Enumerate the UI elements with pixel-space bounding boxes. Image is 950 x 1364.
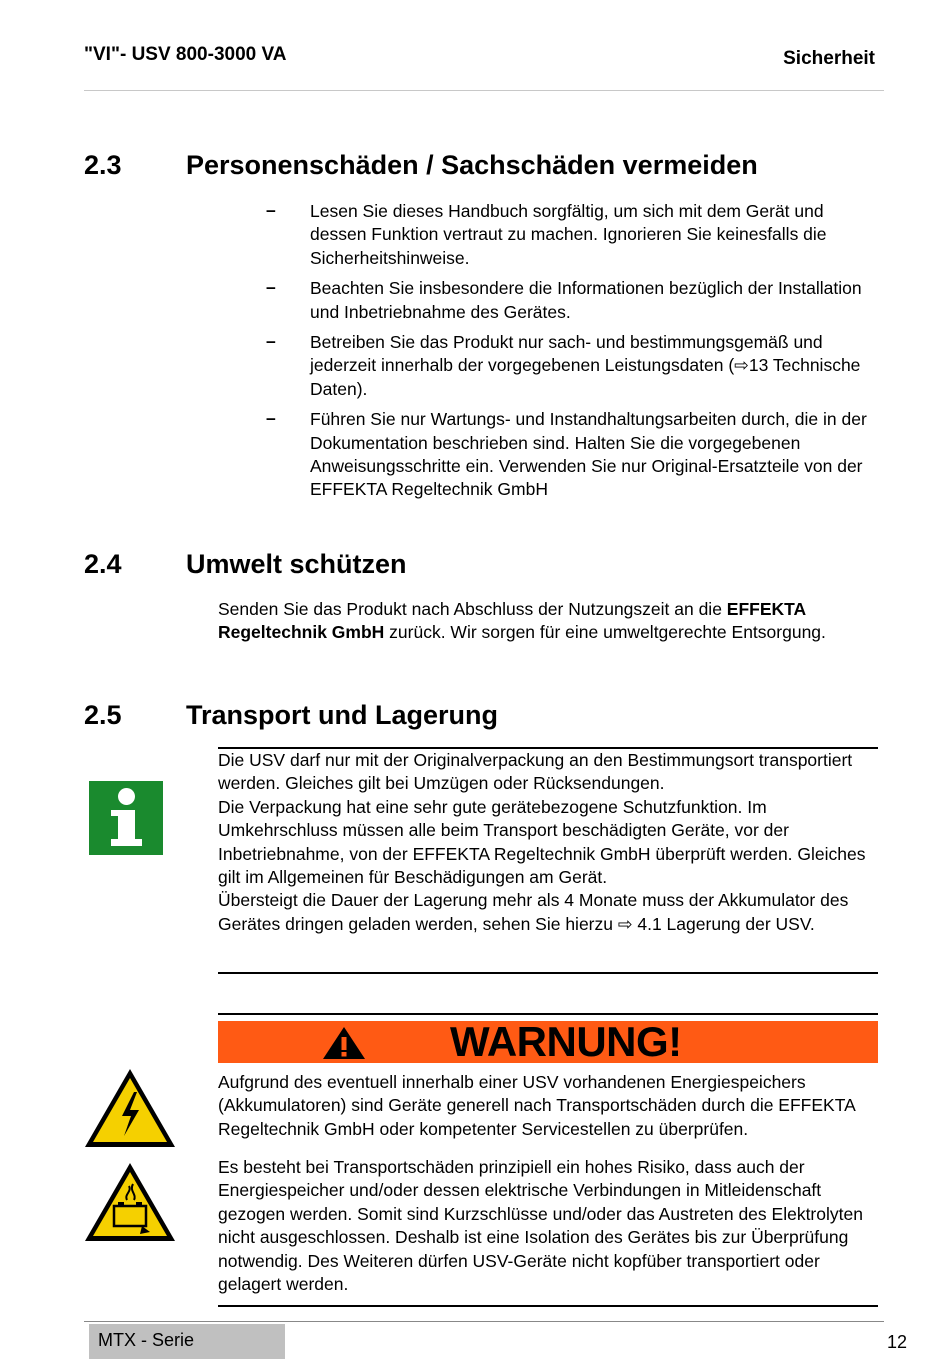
transport-info-text xyxy=(218,749,882,936)
list-item xyxy=(266,408,882,502)
info-icon xyxy=(89,781,163,855)
warning-box-bottom-rule xyxy=(218,1305,878,1307)
warning-paragraph-1: Aufgrund des eventuell innerhalb einer USV vorhandenen Energiespeichers (Akkumulatoren) sind Geräte generell nach Transportschäden durch die EFFEKTA Regeltechnik GmbH oder kompetenter Servicestellen zu überprüfen. xyxy=(218,1072,855,1139)
section-2-5-number: 2.5 xyxy=(84,700,122,730)
info-box-bottom-rule xyxy=(218,972,878,974)
section-2-4-number: 2.4 xyxy=(84,549,122,579)
electric-shock-warning-icon xyxy=(82,1066,178,1150)
bullet-text: Lesen Sie dieses Handbuch sorgfältig, um sich mit dem Gerät und dessen Funktion vertraut zu machen. Ignorieren Sie keinesfalls die Sicherheitshinweise. xyxy=(310,201,827,268)
warning-triangle-icon xyxy=(320,1026,368,1060)
battery-hazard-warning-icon xyxy=(82,1160,178,1244)
section-2-4-title: Umwelt schützen xyxy=(186,549,407,579)
environment-text-end: zurück. Wir sorgen für eine umweltgerechte Entsorgung. xyxy=(384,622,826,643)
company-name: EFFEKTA Regeltechnik GmbH xyxy=(218,599,806,643)
warning-box-top-rule xyxy=(218,1013,878,1015)
dash-bullet-icon: – xyxy=(266,277,276,298)
info-paragraph: Die USV darf nur mit der Originalverpackung an den Bestimmungsort transportiert werden. Gleiches gilt bei Umzügen oder Rücksendungen. xyxy=(218,750,853,794)
warning-label: WARNUNG! xyxy=(450,1018,682,1065)
page-number: 12 xyxy=(886,1332,907,1352)
dash-bullet-icon: – xyxy=(266,331,276,352)
bullet-text: Betreiben Sie das Produkt nur sach- und bestimmungsgemäß und jederzeit innerhalb der vorgegebenen Leistungsdaten (⇨13 Technische Daten). xyxy=(310,332,861,399)
footer-series-label: MTX - Serie xyxy=(98,1330,195,1350)
section-2-3-title: Personenschäden / Sachschäden vermeiden xyxy=(186,150,758,180)
warning-paragraph-2: Es besteht bei Transportschäden prinzipiell ein hohes Risiko, dass auch der Energiespeicher und/oder dessen elektrische Verbindungen in Mitleidenschaft gezogen werden. Somit sind Kurzschlüsse und/oder das Austreten des Elektrolyten nicht ausgeschlossen. Deshalb ist eine Isolation des Gerätes bis zur Überprüfung notwendig. Des Weiteren dürfen USV-Geräte nicht kopfüber transportiert oder gelagert werden. xyxy=(218,1157,863,1295)
dash-bullet-icon: – xyxy=(266,200,276,220)
environment-text-start: Senden Sie das Produkt nach Abschluss der Nutzungszeit an die xyxy=(218,599,727,619)
section-2-5-title: Transport und Lagerung xyxy=(186,700,499,730)
dash-bullet-icon: – xyxy=(266,408,276,429)
header-chapter-title: Sicherheit xyxy=(783,48,875,69)
bullet-text: Führen Sie nur Wartungs- und Instandhaltungsarbeiten durch, die in der Dokumentation beschrieben sind. Halten Sie die vorgegebenen Anweisungsschritte ein. Verwenden Sie nur Original-Ersatzteile von der EFFEKTA Regeltechnik GmbH xyxy=(310,409,867,500)
environment-paragraph xyxy=(218,598,882,645)
list-item xyxy=(266,331,882,401)
bullet-text: Beachten Sie insbesondere die Informationen bezüglich der Installation und Inbetriebnahme des Gerätes. xyxy=(310,278,862,322)
header-divider xyxy=(84,90,884,91)
footer-divider xyxy=(84,1321,884,1322)
list-item xyxy=(266,277,882,324)
safety-bullet-list xyxy=(266,200,882,509)
info-paragraph: Die Verpackung hat eine sehr gute gerätebezogene Schutzfunktion. Im Umkehrschluss müssen alle beim Transport beschädigten Geräte, vor der Inbetriebnahme, von der EFFEKTA Regeltechnik GmbH überprüft werden. Gleiches gilt im Allgemeinen für Beschädigungen am Gerät. xyxy=(218,796,866,888)
section-2-3-number: 2.3 xyxy=(84,150,122,180)
header-document-title: "VI"- USV 800-3000 VA xyxy=(84,44,287,65)
list-item xyxy=(266,200,882,270)
info-paragraph: Übersteigt die Dauer der Lagerung mehr als 4 Monate muss der Akkumulator des Gerätes dringen geladen werden, sehen Sie hierzu ⇨ 4.1 Lagerung der USV. xyxy=(218,890,849,934)
